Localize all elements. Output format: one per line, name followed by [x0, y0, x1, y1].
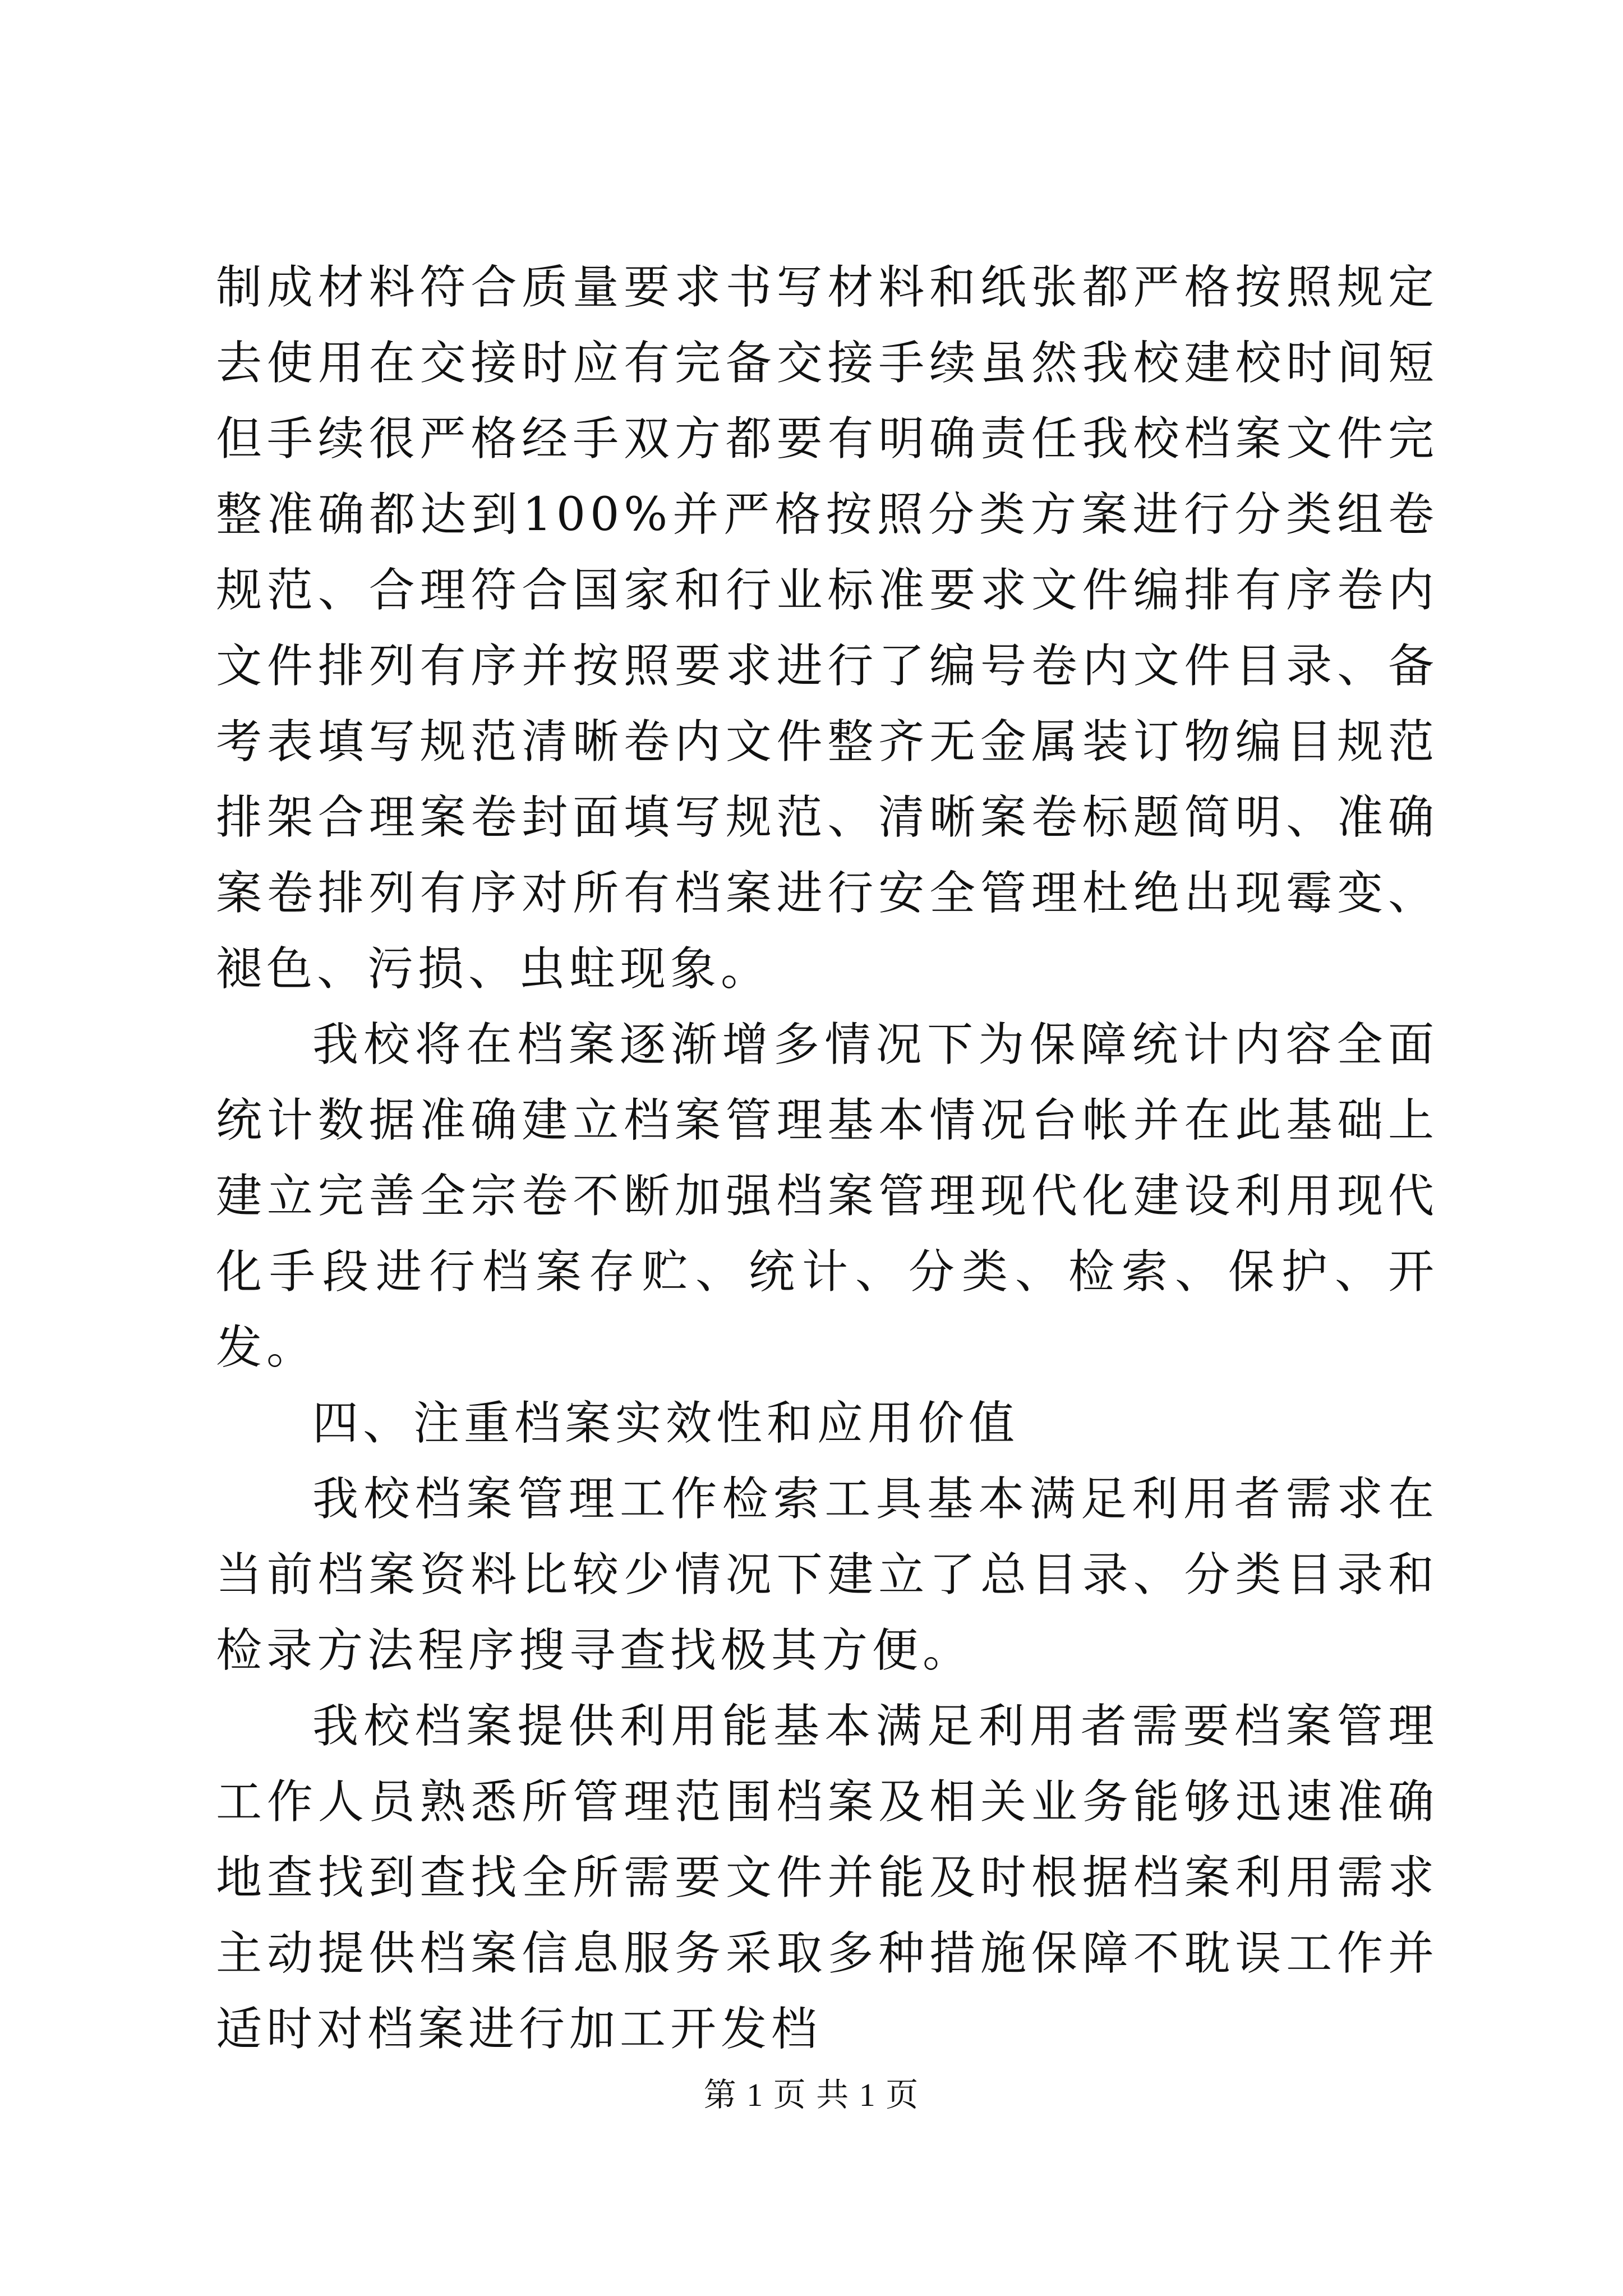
- paragraph-3: 我校档案管理工作检索工具基本满足利用者需求在当前档案资料比较少情况下建立了总目录、分类目录和检录方法程序搜寻查找极其方便。: [216, 1473, 1438, 1677]
- paragraph-4: 我校档案提供利用能基本满足利用者需要档案管理工作人员熟悉所管理范围档案及相关业务能够迅速准确地查找到查找全所需要文件并能及时根据档案利用需求主动提供档案信息服务采取多种措施保障不耽误工作并适时对档案进行加工开发档: [216, 1700, 1438, 2056]
- paragraph-1: 制成材料符合质量要求书写材料和纸张都严格按照规定去使用在交接时应有完备交接手续虽然我校建校时间短但手续很严格经手双方都要有明确责任我校档案文件完整准确都达到100%并严格按照分类方案进行分类组卷规范、合理符合国家和行业标准要求文件编排有序卷内文件排列有序并按照要求进行了编号卷内文件目录、备考表填写规范清晰卷内文件整齐无金属装订物编目规范排架合理案卷封面填写规范、清晰案卷标题简明、准确案卷排列有序对所有档案进行安全管理杜绝出现霉变、褪色、污损、虫蛀现象。: [216, 261, 1438, 996]
- paragraph-2: 我校将在档案逐渐增多情况下为保障统计内容全面统计数据准确建立档案管理基本情况台帐并在此基础上建立完善全宗卷不断加强档案管理现代化建设利用现代化手段进行档案存贮、统计、分类、检索、保护、开发。: [216, 1018, 1438, 1374]
- section-heading: 四、注重档案实效性和应用价值: [312, 1397, 1020, 1450]
- page-footer: 第 1 页 共 1 页: [703, 2077, 920, 2113]
- document-body: [216, 250, 1438, 2067]
